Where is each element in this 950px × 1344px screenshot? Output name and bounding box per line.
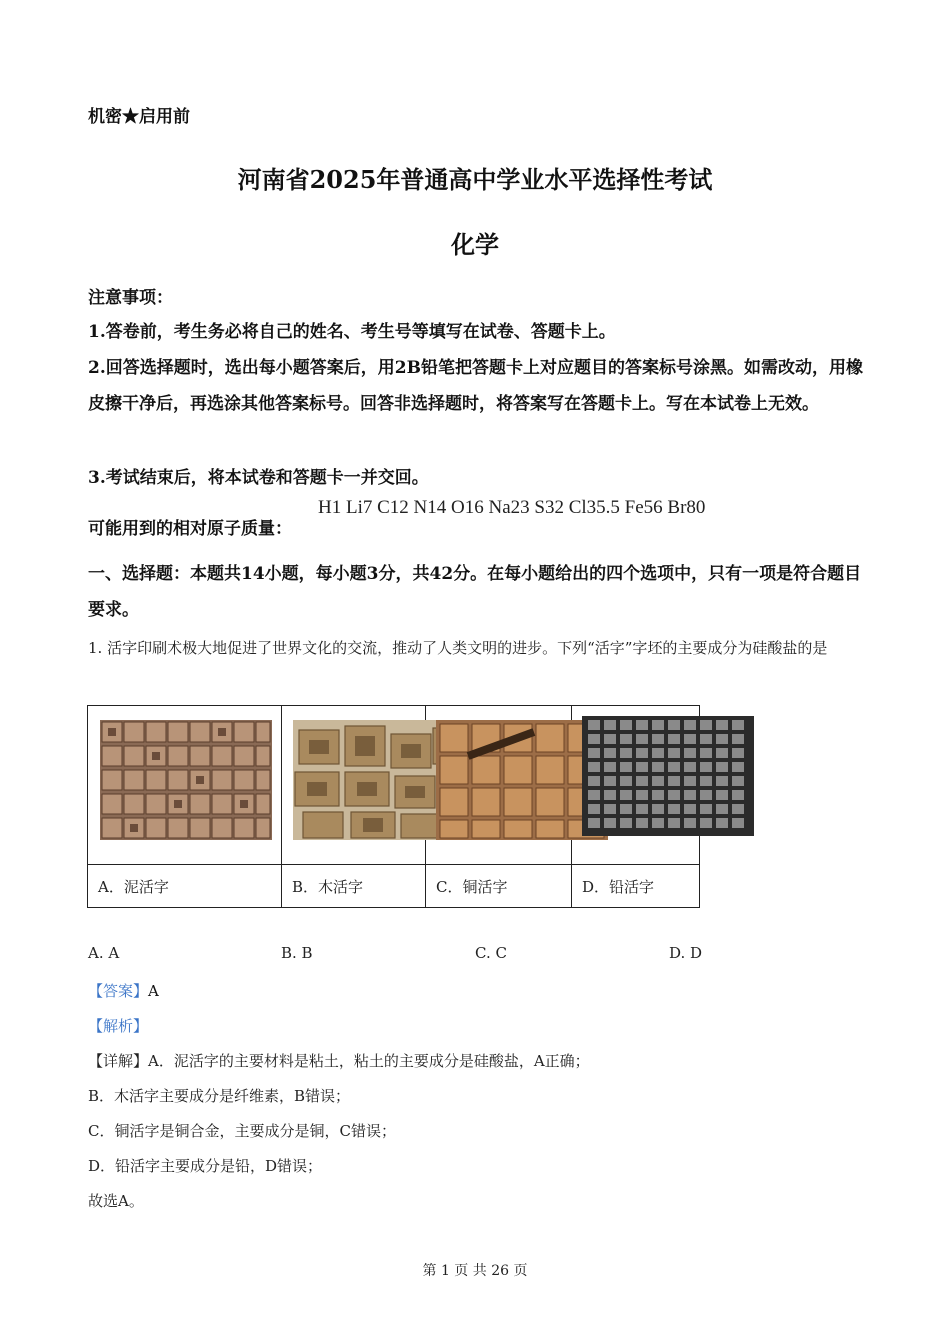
atomic-mass-values: H1 Li7 C12 N14 O16 Na23 S32 Cl35.5 Fe56 Br80 xyxy=(318,497,706,518)
answer-tag: 【答案】 xyxy=(88,982,149,1000)
notice-item-3: 3.考试结束后，将本试卷和答题卡一并交回。 xyxy=(88,468,429,488)
detail-line-3: C．铜活字是铜合金，主要成分是铜，C错误； xyxy=(88,1122,396,1140)
detail-line-1 xyxy=(88,1050,878,1071)
answer-line xyxy=(88,980,159,1001)
notice-heading: 注意事项： xyxy=(88,288,173,308)
detail-tag: 【详解】 xyxy=(88,1052,149,1070)
notice-item-2: 2.回答选择题时，选出每小题答案后，用2B铅笔把答题卡上对应题目的答案标号涂黑。如需改动，用橡皮擦干净后，再选涂其他答案标号。回答非选择题时，将答案写在答题卡上。写在本试卷上无效。 xyxy=(88,358,863,414)
subject-title: 化学 xyxy=(451,230,499,259)
option-c-label: C．铜活字 xyxy=(426,865,572,908)
option-a-label: A．泥活字 xyxy=(88,865,282,908)
choice-c: C. C xyxy=(475,944,507,962)
choice-b: B. B xyxy=(281,944,313,962)
clay-type-image xyxy=(100,720,272,840)
section-heading: 一、选择题：本题共14小题，每小题3分，共42分。在每小题给出的四个选项中，只有一项是符合题目要求。 xyxy=(88,564,862,620)
option-b-image-cell xyxy=(282,706,426,865)
confidential-mark: 机密★启用前 xyxy=(88,107,190,127)
option-d-label: D．铅活字 xyxy=(572,865,700,908)
notice-item-1: 1.答卷前，考生务必将自己的姓名、考生号等填写在试卷、答题卡上。 xyxy=(88,322,616,342)
option-d-image-cell xyxy=(572,706,700,865)
atomic-mass-label: 可能用到的相对原子质量： xyxy=(88,519,292,539)
option-b-label: B．木活字 xyxy=(282,865,426,908)
choice-d: D. D xyxy=(669,944,703,962)
choice-a: A. A xyxy=(88,944,120,962)
options-table xyxy=(87,705,700,908)
detail-line-2: B．木活字主要成分是纤维素，B错误； xyxy=(88,1087,351,1105)
option-c-image-cell xyxy=(426,706,572,865)
option-a-image-cell xyxy=(88,706,282,865)
detail-line-4: D．铅活字主要成分是铅，D错误； xyxy=(88,1157,323,1175)
page-footer: 第 1 页 共 26 页 xyxy=(422,1263,528,1279)
answer-value: A xyxy=(148,982,159,1000)
lead-type-image xyxy=(582,716,754,836)
detail-text-a: A．泥活字的主要材料是粘土，粘土的主要成分是硅酸盐，A正确； xyxy=(148,1052,590,1070)
question-1-stem: 1. 活字印刷术极大地促进了世界文化的交流，推动了人类文明的进步。下列“活字”字坯的主要成分为硅酸盐的是 xyxy=(88,639,828,657)
analysis-tag: 【解析】 xyxy=(88,1017,149,1035)
exam-title: 河南省2025年普通高中学业水平选择性考试 xyxy=(237,165,713,194)
detail-line-5: 故选A。 xyxy=(88,1192,144,1210)
